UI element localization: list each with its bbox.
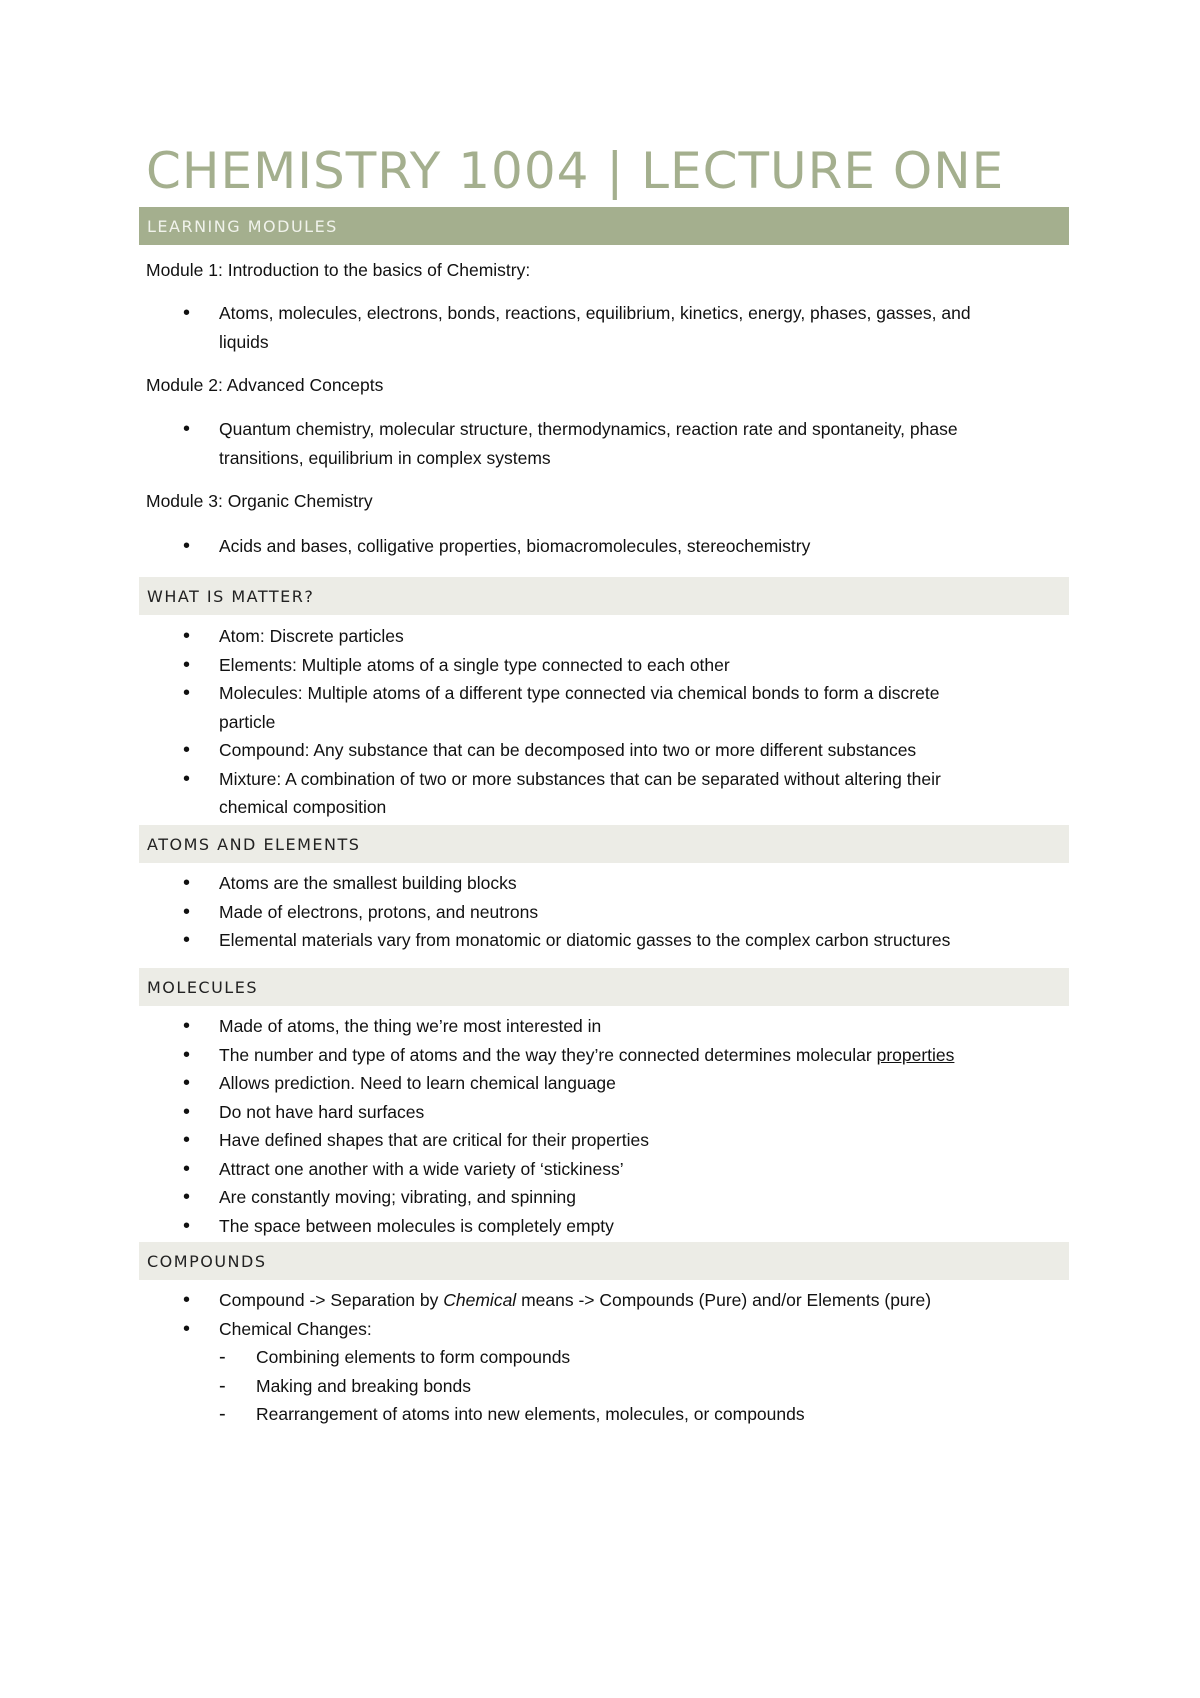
list-item: • Made of atoms, the thing we’re most interested in: [146, 1012, 1046, 1041]
list-item: • Compound: Any substance that can be decomposed into two or more different substances: [146, 736, 1046, 765]
list-item: • Are constantly moving; vibrating, and spinning: [146, 1183, 1046, 1212]
section-header-learning-modules: LEARNING MODULES: [139, 207, 1069, 245]
matter-list: [146, 622, 1046, 822]
module-1-label: Module 1: Introduction to the basics of Chemistry:: [146, 260, 531, 280]
list-item: • Quantum chemistry, molecular structure, thermodynamics, reaction rate and spontaneity, phase transitions, equilibrium in complex systems: [146, 415, 984, 472]
compounds-list: [146, 1286, 1046, 1429]
module-1-list: [146, 299, 1046, 356]
list-item: • Atom: Discrete particles: [146, 622, 1046, 651]
list-item: • Made of electrons, protons, and neutrons: [146, 898, 1046, 927]
list-item: • Chemical Changes: - Combining elements to form compounds - Making and breaking bonds - Rearrangement of atoms into new elements, molecules, or compounds: [146, 1315, 1046, 1429]
section-header-atoms: ATOMS AND ELEMENTS: [139, 825, 1069, 863]
sub-list-item: - Rearrangement of atoms into new elements, molecules, or compounds: [219, 1400, 1046, 1429]
list-item: • Elements: Multiple atoms of a single type connected to each other: [146, 651, 1046, 680]
list-item: • Compound -> Separation by Chemical means -> Compounds (Pure) and/or Elements (pure): [146, 1286, 1046, 1315]
list-item: • Allows prediction. Need to learn chemical language: [146, 1069, 1046, 1098]
module-2-list: [146, 415, 1046, 472]
list-item: • Atoms are the smallest building blocks: [146, 869, 1046, 898]
list-item: • Mixture: A combination of two or more substances that can be separated without altering their chemical composition: [146, 765, 979, 822]
module-3-list: [146, 532, 1046, 561]
list-item: • The space between molecules is completely empty: [146, 1212, 1046, 1241]
list-item: • Molecules: Multiple atoms of a different type connected via chemical bonds to form a discrete particle: [146, 679, 979, 736]
chemical-changes-list: [219, 1343, 1046, 1429]
list-item: • Do not have hard surfaces: [146, 1098, 1046, 1127]
list-item-text: The number and type of atoms and the way they’re connected determines molecular: [219, 1044, 877, 1065]
document-title: CHEMISTRY 1004 | LECTURE ONE: [146, 142, 1005, 200]
list-item: • Have defined shapes that are critical for their properties: [146, 1126, 1046, 1155]
sub-list-item: - Making and breaking bonds: [219, 1372, 1046, 1401]
atoms-list: [146, 869, 1046, 955]
sub-list-item: - Combining elements to form compounds: [219, 1343, 1046, 1372]
list-item: • Acids and bases, colligative properties, biomacromolecules, stereochemistry: [146, 532, 1046, 561]
list-item: • Attract one another with a wide variety of ‘stickiness’: [146, 1155, 1046, 1184]
section-header-molecules: MOLECULES: [139, 968, 1069, 1006]
module-3-label: Module 3: Organic Chemistry: [146, 491, 373, 511]
list-item: • Elemental materials vary from monatomic or diatomic gasses to the complex carbon structures: [146, 926, 1046, 955]
section-header-compounds: COMPOUNDS: [139, 1242, 1069, 1280]
molecules-list: [146, 1012, 1046, 1240]
list-item: [146, 1041, 1046, 1070]
section-header-matter: WHAT IS MATTER?: [139, 577, 1069, 615]
list-item: • Atoms, molecules, electrons, bonds, reactions, equilibrium, kinetics, energy, phases, gasses, and liquids: [146, 299, 979, 356]
properties-link[interactable]: properties: [876, 1044, 955, 1065]
module-2-label: Module 2: Advanced Concepts: [146, 375, 384, 395]
